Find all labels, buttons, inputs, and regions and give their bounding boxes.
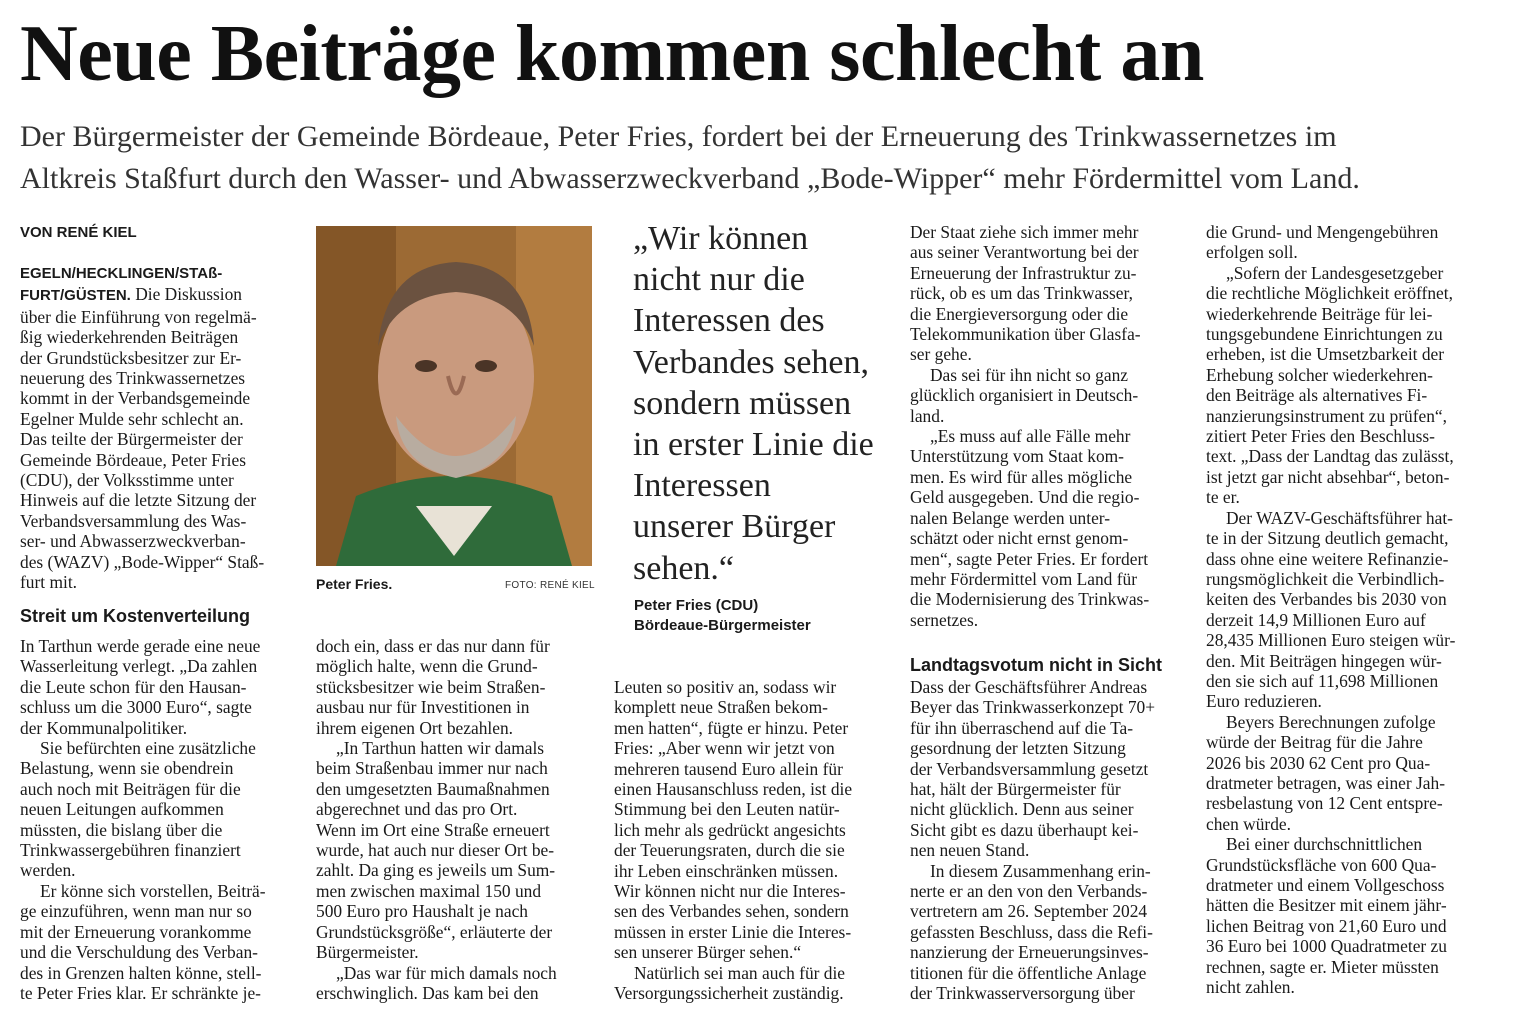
text-line: müssen in erster Linie die Interes- bbox=[614, 921, 852, 942]
text-line: die rechtliche Möglichkeit eröffnet, bbox=[1206, 283, 1453, 304]
text-line: te Peter Fries klar. Er schränkte je- bbox=[20, 982, 261, 1003]
text-line: Gemeinde Bördeaue, Peter Fries bbox=[20, 449, 247, 470]
text-line: Interessen des bbox=[633, 302, 825, 340]
column-5-lines bbox=[1206, 222, 1486, 997]
text-line: mehreren tausend Euro allein für bbox=[614, 758, 843, 779]
text-line: Wir können nicht nur die Interes- bbox=[614, 881, 846, 902]
text-line: titionen für die öffentliche Anlage bbox=[910, 962, 1147, 983]
intro-line bbox=[20, 284, 295, 306]
text-line: chen würde. bbox=[1206, 813, 1291, 834]
text-line: einen Hausanschluss reden, ist die bbox=[614, 779, 853, 800]
text-line: Bürgermeister. bbox=[316, 942, 419, 963]
text-line: der Trinkwasserversorgung über bbox=[910, 983, 1135, 1004]
quote-role: Bördeaue-Bürgermeister bbox=[634, 617, 811, 634]
text-line: des (WAZV) „Bode-Wipper“ Staß- bbox=[20, 551, 265, 572]
text-line: kommt in der Verbandsgemeinde bbox=[20, 388, 251, 409]
text-line: erfolgen soll. bbox=[1206, 242, 1298, 263]
text-line: dratmeter und einem Vollgeschoss bbox=[1206, 875, 1445, 895]
text-line: in erster Linie die bbox=[633, 426, 874, 464]
text-line: doch ein, dass er das nur dann für bbox=[316, 636, 550, 656]
text-line: men. Es wird für alles mögliche bbox=[910, 466, 1133, 487]
text-line: nicht zahlen. bbox=[1206, 977, 1295, 998]
text-line: „Wir können bbox=[633, 220, 809, 257]
column-1-lines bbox=[20, 636, 295, 1003]
text-line: würde der Beitrag für die Jahre bbox=[1206, 732, 1423, 753]
text-line: für ihn überraschend auf die Ta- bbox=[910, 717, 1133, 738]
text-line: In diesem Zusammenhang erin- bbox=[930, 860, 1151, 881]
column-4-lower bbox=[910, 677, 1188, 1004]
text-line: der Verbandsversammlung gesetzt bbox=[910, 758, 1149, 779]
column-2-lower bbox=[316, 636, 592, 1003]
text-line: sehen.“ bbox=[633, 549, 735, 587]
text-line: derzeit 14,9 Millionen Euro auf bbox=[1206, 609, 1426, 630]
text-line: mehr Fördermittel vom Land für bbox=[910, 568, 1137, 589]
photo-caption: Peter Fries. bbox=[316, 576, 393, 592]
text-line: der Grundstücksbesitzer zur Er- bbox=[20, 347, 242, 368]
text-line: und die Verschuldung des Verban- bbox=[20, 942, 258, 963]
subhead-kostenverteilung: Streit um Kostenverteilung bbox=[20, 605, 251, 626]
text-line: der Kommunalpolitiker. bbox=[20, 717, 188, 738]
intro-line-text: Die Diskussion bbox=[130, 284, 242, 305]
text-line: Wasserleitung verlegt. „Da zahlen bbox=[20, 656, 258, 677]
byline: VON RENÉ KIEL bbox=[20, 224, 137, 241]
column-3-lines bbox=[614, 677, 890, 1004]
text-line: möglich halte, wenn die Grund- bbox=[316, 656, 538, 677]
column-4-lower-lines bbox=[910, 677, 1188, 1004]
column-2-lines bbox=[316, 636, 592, 1003]
text-line: hat, hält der Bürgermeister für bbox=[910, 779, 1121, 800]
lead-line: Altkreis Staßfurt durch den Wasser- und Abwasserzweckverband „Bode-Wipper“ mehr Fördermittel vom Land. bbox=[20, 162, 1360, 195]
text-line: die Grund- und Mengengebühren bbox=[1206, 222, 1439, 242]
text-line: ser gehe. bbox=[910, 344, 972, 365]
column-1 bbox=[20, 222, 295, 627]
lead-line: Der Bürgermeister der Gemeinde Bördeaue, Peter Fries, fordert bei der Erneuerung des Trinkwassernetzes im bbox=[20, 120, 1337, 153]
text-line: abgerechnet und das pro Ort. bbox=[316, 799, 518, 820]
text-line: müssten, die bislang über die bbox=[20, 819, 223, 840]
text-line: nerte er an den von den Verbands- bbox=[910, 881, 1148, 902]
text-line: nalen Belange werden unter- bbox=[910, 507, 1111, 528]
text-line: Grundstücksgröße“, erläuterte der bbox=[316, 921, 553, 942]
text-line: Beyer das Trinkwasserkonzept 70+ bbox=[910, 697, 1156, 718]
text-line: Natürlich sei man auch für die bbox=[634, 962, 846, 983]
text-line: aus seiner Verantwortung bei der bbox=[910, 242, 1139, 263]
text-line: Erhebung solcher wiederkehren- bbox=[1206, 364, 1433, 385]
text-line: Sicht gibt es dazu überhaupt kei- bbox=[910, 819, 1139, 840]
text-line: Das sei für ihn nicht so ganz bbox=[930, 364, 1129, 385]
text-line: den sie sich auf 11,698 Millionen bbox=[1206, 670, 1439, 691]
pull-quote-lines bbox=[633, 218, 893, 589]
text-line: erheben, ist die Umsetzbarkeit der bbox=[1206, 344, 1445, 365]
text-line: „Sofern der Landesgesetzgeber bbox=[1226, 262, 1444, 283]
text-line: nanzierung der Erneuerungsinves- bbox=[910, 942, 1149, 963]
text-line: neuen Leitungen aufkommen bbox=[20, 799, 224, 820]
dateline: EGELN/HECKLINGEN/STAß- bbox=[20, 265, 223, 282]
text-line: hätten die Besitzer mit einem jähr- bbox=[1206, 895, 1447, 916]
text-line: In Tarthun werde gerade eine neue bbox=[20, 636, 261, 656]
text-line: zahlt. Da ging es jeweils um Sum- bbox=[316, 860, 556, 881]
column-3-lower bbox=[614, 677, 890, 1004]
text-line: die Modernisierung des Trinkwas- bbox=[910, 589, 1150, 610]
text-line: men zwischen maximal 150 und bbox=[316, 880, 542, 901]
text-line: ihr Leben einschränken müssen. bbox=[614, 860, 839, 881]
quote-attribution bbox=[634, 596, 811, 636]
text-line: komplett neue Straßen bekom- bbox=[614, 697, 828, 718]
text-line: Das teilte der Bürgermeister der bbox=[20, 429, 243, 450]
text-line: wurde, hat auch nur dieser Ort be- bbox=[316, 840, 555, 861]
portrait-photo bbox=[316, 226, 592, 566]
text-line: mit der Erneuerung vorankomme bbox=[20, 921, 252, 942]
text-line: neuerung des Trinkwassernetzes bbox=[20, 368, 246, 389]
text-line: lich mehr als gedrückt angesichts bbox=[614, 819, 846, 840]
text-line: gefassten Beschluss, dass die Refi- bbox=[910, 921, 1153, 942]
text-line: Fries: „Aber wenn wir jetzt von bbox=[614, 738, 835, 759]
text-line: Erneuerung der Infrastruktur zu- bbox=[910, 262, 1137, 283]
lead-paragraph bbox=[20, 116, 1510, 200]
text-line: Grundstücksfläche von 600 Qua- bbox=[1206, 854, 1437, 875]
text-line: ausbau nur für Investitionen in bbox=[316, 697, 530, 718]
text-line: Unterstützung vom Staat kom- bbox=[910, 446, 1124, 467]
text-line: Egelner Mulde sehr schlecht an. bbox=[20, 408, 244, 429]
text-line: sernetzes. bbox=[910, 609, 979, 630]
text-line: lichen Beitrag von 21,60 Euro und bbox=[1206, 915, 1447, 936]
text-line: te er. bbox=[1206, 487, 1240, 508]
text-line: Verbandes sehen, bbox=[633, 343, 870, 381]
text-line: land. bbox=[910, 405, 945, 426]
text-line: rück, ob es um das Trinkwasser, bbox=[910, 283, 1133, 304]
text-line: werden. bbox=[20, 860, 76, 881]
text-line: „In Tarthun hatten wir damals bbox=[336, 738, 545, 759]
text-line: (CDU), der Volksstimme unter bbox=[20, 470, 234, 491]
text-line: Bei einer durchschnittlichen bbox=[1226, 834, 1423, 855]
column-1-lower bbox=[20, 636, 295, 1003]
text-line: furt mit. bbox=[20, 572, 77, 593]
text-line: men hatten“, fügte er hinzu. Peter bbox=[614, 717, 849, 738]
column-5 bbox=[1206, 222, 1486, 997]
text-line: Hinweis auf die letzte Sitzung der bbox=[20, 490, 257, 511]
intro-lines bbox=[20, 307, 295, 593]
text-line: 2026 bis 2030 62 Cent pro Qua- bbox=[1206, 752, 1431, 773]
pull-quote bbox=[633, 218, 893, 589]
column-4-upper bbox=[910, 222, 1188, 630]
text-line: Verbandsversammlung des Was- bbox=[20, 510, 247, 531]
text-line: stücksbesitzer wie beim Straßen- bbox=[316, 676, 546, 697]
text-line: über die Einführung von regelmä- bbox=[20, 306, 257, 327]
text-line: schätzt oder nicht ernst genom- bbox=[910, 528, 1129, 549]
text-line: tungsgebundene Einrichtungen zu bbox=[1206, 324, 1443, 345]
text-line: beim Straßenbau immer nur nach bbox=[316, 758, 548, 779]
text-line: Sie befürchten eine zusätzliche bbox=[40, 738, 256, 759]
text-line: Trinkwassergebühren finanziert bbox=[20, 840, 241, 861]
text-line: des in Grenzen halten könne, stell- bbox=[20, 962, 262, 983]
text-line: ihrem eigenen Ort bezahlen. bbox=[316, 717, 514, 738]
text-line: die Energieversorgung oder die bbox=[910, 303, 1129, 324]
text-line: auch noch mit Beiträgen für die bbox=[20, 778, 241, 799]
text-line: men“, sagte Peter Fries. Er fordert bbox=[910, 548, 1149, 569]
text-line: Dass der Geschäftsführer Andreas bbox=[910, 677, 1148, 697]
text-line: den umgesetzten Baumaßnahmen bbox=[316, 778, 550, 799]
text-line: Versorgungssicherheit zuständig. bbox=[614, 983, 844, 1004]
text-line: Beyers Berechnungen zufolge bbox=[1226, 711, 1436, 732]
text-line: dass ohne eine weitere Refinanzie- bbox=[1206, 548, 1449, 569]
intro-paragraph bbox=[20, 264, 295, 593]
text-line: zitiert Peter Fries den Beschluss- bbox=[1206, 426, 1435, 447]
text-line: sen unserer Bürger sehen.“ bbox=[614, 942, 802, 963]
text-line: nanzierungsinstrument zu prüfen“, bbox=[1206, 405, 1447, 426]
text-line: nen neuen Stand. bbox=[910, 840, 1030, 861]
text-line: rechnen, sagte er. Mieter müssten bbox=[1206, 956, 1439, 977]
dateline: FURT/GÜSTEN. bbox=[20, 287, 131, 305]
text-line: text. „Dass der Landtag das zulässt, bbox=[1206, 446, 1454, 467]
text-line: Wenn im Ort eine Straße erneuert bbox=[316, 819, 550, 840]
subhead-landtagsvotum: Landtagsvotum nicht in Sicht bbox=[910, 655, 1163, 675]
text-line: erschwinglich. Das kam bei den bbox=[316, 982, 539, 1003]
text-line: gesordnung der letzten Sitzung bbox=[910, 738, 1126, 759]
text-line: Er könne sich vorstellen, Beiträ- bbox=[40, 880, 266, 901]
text-line: wiederkehrende Beiträge für lei- bbox=[1206, 303, 1433, 324]
text-line: ge einzuführen, wenn man nur so bbox=[20, 901, 252, 922]
column-4-lines bbox=[910, 222, 1188, 630]
text-line: te in der Sitzung deutlich gemacht, bbox=[1206, 528, 1449, 549]
text-line: „Es muss auf alle Fälle mehr bbox=[930, 426, 1131, 447]
text-line: 36 Euro bei 1000 Quadratmeter zu bbox=[1206, 936, 1447, 957]
photo-credit: FOTO: RENÉ KIEL bbox=[505, 580, 595, 591]
text-line: sondern müssen bbox=[633, 384, 852, 422]
text-line: glücklich organisiert in Deutsch- bbox=[910, 385, 1139, 406]
text-line: Leuten so positiv an, sodass wir bbox=[614, 677, 837, 697]
text-line: unserer Bürger bbox=[633, 508, 836, 546]
text-line: resbelastung von 12 Cent entspre- bbox=[1206, 793, 1443, 814]
text-line: den Beiträge als alternatives Fi- bbox=[1206, 385, 1428, 406]
text-line: 500 Euro pro Haushalt je nach bbox=[316, 901, 529, 922]
text-line: den. Mit Beiträgen hingegen wür- bbox=[1206, 650, 1442, 671]
text-line: nicht nur die bbox=[633, 261, 805, 299]
text-line: schluss um die 3000 Euro“, sagte bbox=[20, 697, 252, 718]
quote-author: Peter Fries (CDU) bbox=[634, 597, 759, 614]
text-line: Telekommunikation über Glasfa- bbox=[910, 324, 1141, 345]
text-line: Der WAZV-Geschäftsführer hat- bbox=[1226, 507, 1453, 528]
text-line: 28,435 Millionen Euro steigen wür- bbox=[1206, 630, 1456, 651]
text-line: rungsmöglichkeit die Verbindlich- bbox=[1206, 568, 1445, 589]
text-line: Stimmung bei den Leuten natür- bbox=[614, 799, 840, 820]
text-line: ser- und Abwasserzweckverban- bbox=[20, 531, 246, 552]
text-line: „Das war für mich damals noch bbox=[336, 962, 557, 983]
text-line: vertretern am 26. September 2024 bbox=[910, 901, 1148, 922]
text-line: ist jetzt gar nicht absehbar“, beton- bbox=[1206, 466, 1450, 487]
text-line: Interessen bbox=[633, 467, 771, 505]
text-line: nicht glücklich. Denn aus seiner bbox=[910, 799, 1134, 820]
headline: Neue Beiträge kommen schlecht an bbox=[20, 10, 1204, 98]
text-line: Euro reduzieren. bbox=[1206, 691, 1322, 712]
text-line: ßig wiederkehrenden Beiträgen bbox=[20, 327, 239, 348]
text-line: Belastung, wenn sie obendrein bbox=[20, 758, 234, 779]
text-line: die Leute schon für den Hausan- bbox=[20, 676, 247, 697]
text-line: Der Staat ziehe sich immer mehr bbox=[910, 222, 1139, 242]
text-line: keiten des Verbandes bis 2030 von bbox=[1206, 589, 1447, 610]
portrait-illustration bbox=[316, 226, 592, 566]
text-line: der Teuerungsraten, durch die sie bbox=[614, 840, 845, 861]
text-line: sen des Verbandes sehen, sondern bbox=[614, 901, 849, 922]
text-line: dratmeter betragen, was einer Jah- bbox=[1206, 772, 1446, 793]
text-line: Geld ausgegeben. Und die regio- bbox=[910, 487, 1140, 508]
